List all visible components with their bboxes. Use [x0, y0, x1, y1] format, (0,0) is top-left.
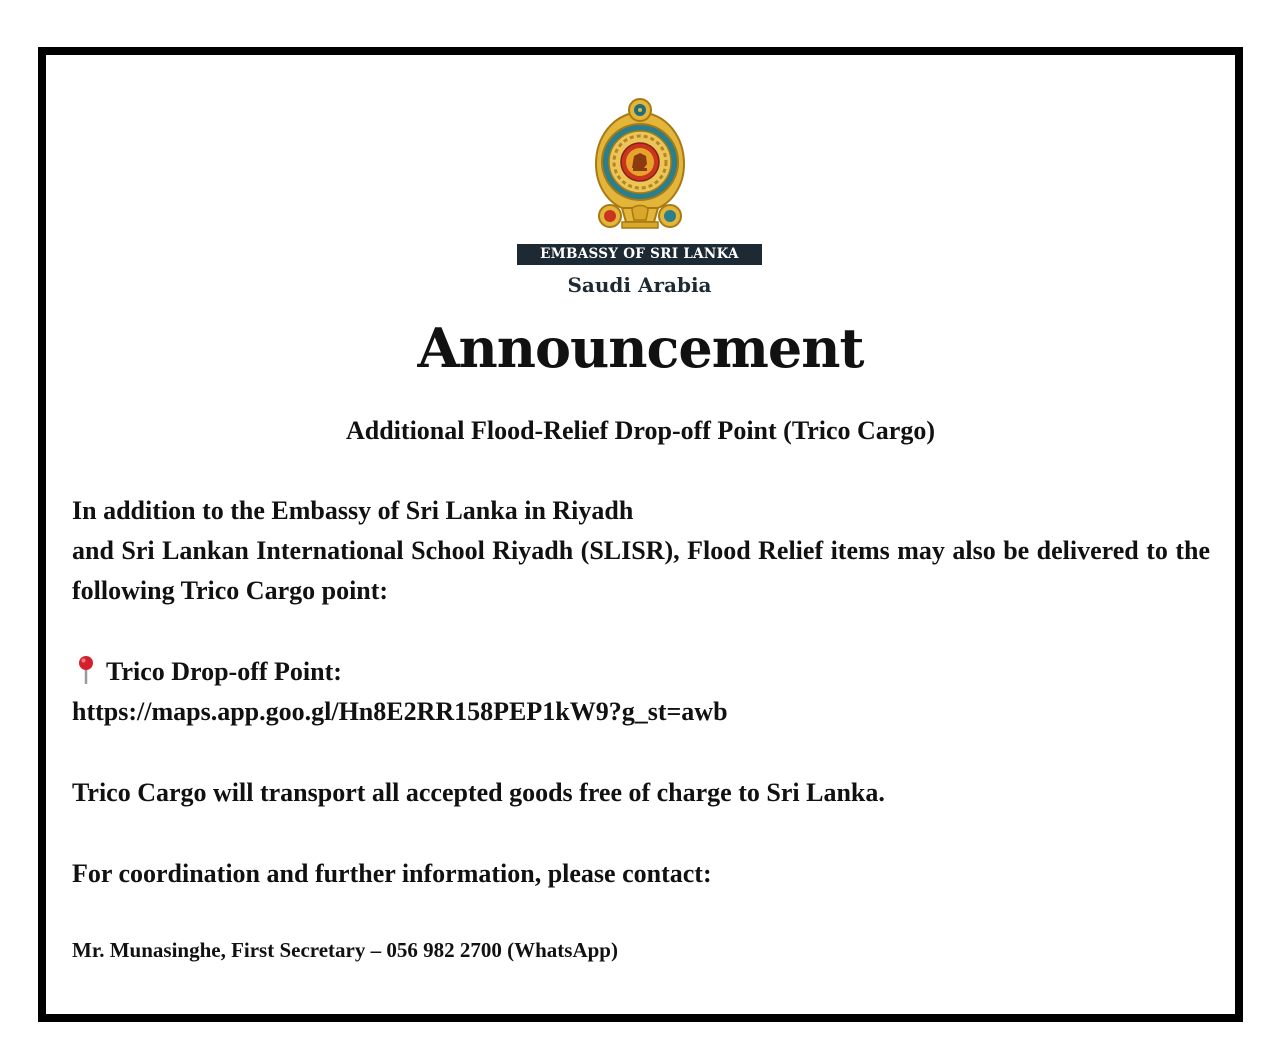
announcement-subtitle: Additional Flood-Relief Drop-off Point (Trico Cargo): [345, 416, 936, 445]
sri-lanka-emblem-icon: [592, 98, 688, 238]
embassy-country: Saudi Arabia: [567, 273, 712, 297]
dropoff-map-link[interactable]: https://maps.app.goo.gl/Hn8E2RR158PEP1kW9?g_st=awb: [72, 697, 728, 726]
pushpin-icon: [72, 654, 100, 684]
dropoff-section: [72, 652, 1210, 732]
dropoff-label-row: [72, 652, 1210, 692]
contact-line: Mr. Munasinghe, First Secretary – 056 982 2700 (WhatsApp): [72, 938, 618, 962]
intro-line-2: and Sri Lankan International School Riyadh (SLISR), Flood Relief items may also be delivered to the following Trico Cargo point:: [72, 536, 1210, 605]
coordination-note: For coordination and further information, please contact:: [72, 859, 712, 888]
page-title: Announcement: [417, 316, 864, 380]
embassy-name-banner: EMBASSY OF SRI LANKA: [517, 244, 762, 265]
intro-line-1: In addition to the Embassy of Sri Lanka in Riyadh: [72, 496, 634, 525]
intro-paragraph: [72, 491, 1210, 611]
transport-note: Trico Cargo will transport all accepted goods free of charge to Sri Lanka.: [72, 778, 885, 807]
dropoff-label: Trico Drop-off Point:: [106, 657, 342, 686]
